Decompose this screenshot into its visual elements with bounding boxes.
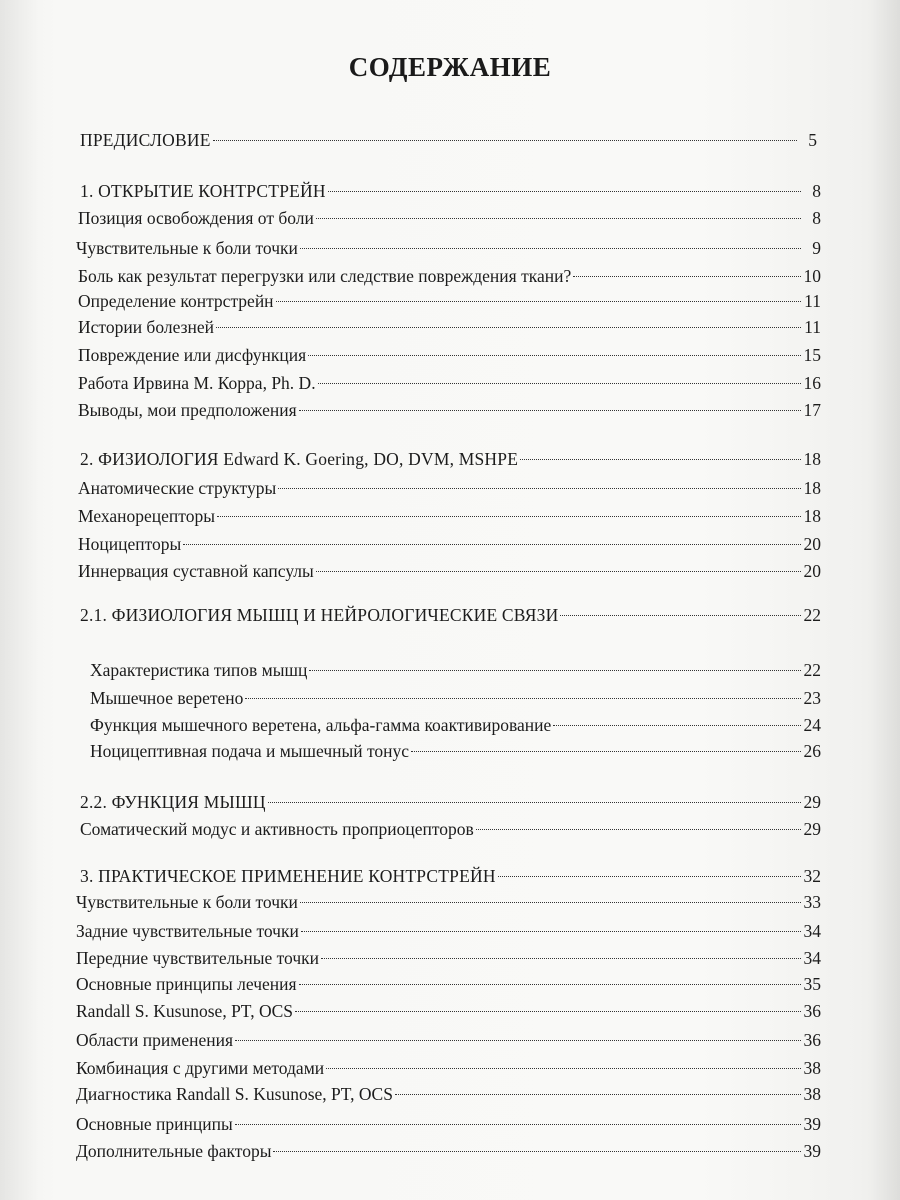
toc-entry-label: Основные принципы лечения	[76, 974, 297, 994]
toc-dot-leader	[183, 543, 801, 545]
toc-entry	[78, 474, 821, 502]
toc-entry-label: Мышечное веретено	[90, 688, 244, 708]
toc-dot-leader	[235, 1039, 801, 1041]
toc-dot-leader	[276, 300, 801, 302]
toc-entry-label: Ноцицептивная подача и мышечный тонус	[90, 741, 410, 761]
toc-page-number: 34	[803, 948, 821, 968]
toc-chapter-3	[80, 862, 821, 890]
toc-entry-label: 2.2. ФУНКЦИЯ МЫШЦ	[80, 792, 266, 812]
toc-entry	[78, 369, 821, 397]
toc-entry-label: Функция мышечного веретена, альфа-гамма коактивирование	[90, 715, 552, 735]
toc-dot-leader	[235, 1123, 801, 1125]
toc-entry-label: Дополнительные факторы	[76, 1141, 272, 1161]
toc-entry-label: Чувствительные к боли точки	[76, 892, 298, 912]
toc-entry	[76, 1054, 821, 1082]
toc-dot-leader	[273, 1150, 801, 1152]
toc-page-number: 23	[803, 688, 821, 708]
toc-page-number: 22	[803, 660, 821, 680]
toc-dot-leader	[216, 326, 801, 328]
toc-page-number: 36	[803, 1030, 821, 1050]
toc-dot-leader	[309, 669, 801, 671]
toc-entry-label: Повреждение или дисфункция	[78, 345, 307, 365]
toc-dot-leader	[217, 515, 801, 517]
toc-dot-leader	[301, 930, 801, 932]
toc-page-number: 11	[804, 291, 821, 311]
toc-entry	[78, 262, 821, 290]
toc-entry	[76, 234, 821, 262]
toc-page-number: 29	[803, 819, 821, 839]
toc-dot-leader	[553, 724, 801, 726]
toc-entry	[76, 888, 821, 916]
toc-page-number: 39	[803, 1141, 821, 1161]
toc-page-number: 26	[803, 741, 821, 761]
toc-page-number: 20	[803, 534, 821, 554]
toc-page-number: 17	[803, 400, 821, 420]
toc-entry	[76, 917, 821, 945]
toc-dot-leader	[300, 901, 801, 903]
toc-entry-label: Основные принципы	[76, 1114, 233, 1134]
toc-dot-leader	[308, 354, 801, 356]
toc-page-number: 33	[803, 892, 821, 912]
toc-dot-leader	[573, 275, 801, 277]
toc-entry-label: 2. ФИЗИОЛОГИЯ Edward K. Goering, DO, DVM, MSHPE	[80, 449, 519, 469]
toc-dot-leader	[300, 247, 801, 249]
toc-entry	[78, 396, 821, 424]
toc-page-number: 38	[803, 1058, 821, 1078]
toc-page-number: 35	[803, 974, 821, 994]
toc-entry-label: Позиция освобождения от боли	[78, 208, 314, 228]
toc-entry-label: Диагностика Randall S. Kusunose, PT, OCS	[76, 1084, 393, 1104]
toc-entry-label: Комбинация с другими методами	[76, 1058, 325, 1078]
toc-page-number: 24	[803, 715, 821, 735]
toc-page-number: 20	[803, 561, 821, 581]
toc-page-number: 18	[803, 506, 821, 526]
toc-page-number: 36	[803, 1001, 821, 1021]
toc-chapter-2	[80, 445, 821, 473]
toc-page-number: 18	[803, 449, 821, 469]
toc-entry-label: Работа Ирвина М. Корра, Ph. D.	[78, 373, 316, 393]
toc-entry-label: Иннервация суставной капсулы	[78, 561, 314, 581]
toc-dot-leader	[411, 750, 801, 752]
toc-page-number: 22	[803, 605, 821, 625]
toc-entry-label: Анатомические структуры	[78, 478, 277, 498]
toc-page-number: 29	[803, 792, 821, 812]
toc-entry	[78, 341, 821, 369]
toc-entry-label: Области применения	[76, 1030, 233, 1050]
toc-dot-leader	[268, 801, 801, 803]
toc-dot-leader	[299, 983, 801, 985]
toc-entry-label: Истории болезней	[78, 317, 214, 337]
toc-entry-label: Боль как результат перегрузки или следствие повреждения ткани?	[78, 266, 572, 286]
toc-page-number: 8	[812, 208, 821, 228]
toc-entry	[76, 1080, 821, 1108]
toc-dot-leader	[278, 487, 801, 489]
toc-entry-label: 2.1. ФИЗИОЛОГИЯ МЫШЦ И НЕЙРОЛОГИЧЕСКИЕ СВЯЗИ	[80, 605, 559, 625]
toc-page-number: 15	[803, 345, 821, 365]
toc-entry-label: Соматический модус и активность проприоцепторов	[80, 819, 474, 839]
toc-chapter-2-1	[80, 601, 821, 629]
toc-dot-leader	[245, 697, 801, 699]
toc-entry	[76, 970, 821, 998]
toc-page-number: 16	[803, 373, 821, 393]
toc-entry-label: Передние чувствительные точки	[76, 948, 320, 968]
toc-entry-label: Задние чувствительные точки	[76, 921, 299, 941]
toc-entry	[78, 502, 821, 530]
toc-entry	[90, 711, 821, 739]
toc-entry-label: Определение контрстрейн	[78, 291, 274, 311]
toc-entry-label: Ноцицепторы	[78, 534, 182, 554]
toc-page-number: 39	[803, 1114, 821, 1134]
toc-entry	[78, 287, 821, 315]
page-title: СОДЕРЖАНИЕ	[348, 52, 552, 82]
toc-dot-leader	[318, 382, 801, 384]
toc-page-number: 8	[812, 181, 821, 201]
toc-page-number: 9	[812, 238, 821, 258]
toc-entry	[76, 944, 821, 972]
toc-page-number: 11	[804, 317, 821, 337]
toc-page-number: 34	[803, 921, 821, 941]
toc-entry-label: Randall S. Kusunose, PT, OCS	[76, 1001, 293, 1021]
toc-dot-leader	[316, 217, 801, 219]
toc-dot-leader	[476, 828, 801, 830]
toc-chapter-1	[80, 177, 821, 205]
toc-entry	[76, 997, 821, 1025]
toc-entry	[90, 684, 821, 712]
toc-page-number: 10	[803, 266, 821, 286]
toc-entry	[80, 815, 821, 843]
toc-dot-leader	[520, 458, 801, 460]
toc-dot-leader	[213, 139, 797, 141]
toc-entry	[76, 1026, 821, 1054]
toc-entry-label: ПРЕДИСЛОВИЕ	[80, 130, 211, 150]
toc-dot-leader	[326, 1067, 801, 1069]
toc-page-number: 38	[803, 1084, 821, 1104]
toc-page-number: 5	[808, 130, 817, 150]
toc-entry-label: Чувствительные к боли точки	[76, 238, 298, 258]
toc-entry-label: 3. ПРАКТИЧЕСКОЕ ПРИМЕНЕНИЕ КОНТРСТРЕЙН	[80, 866, 496, 886]
toc-chapter-2-2	[80, 788, 821, 816]
toc-dot-leader	[321, 957, 801, 959]
toc-entry-label: 1. ОТКРЫТИЕ КОНТРСТРЕЙН	[80, 181, 326, 201]
toc-dot-leader	[395, 1093, 801, 1095]
toc-entry-label: Выводы, мои предположения	[78, 400, 297, 420]
toc-entry	[76, 1137, 821, 1165]
toc-page-number: 18	[803, 478, 821, 498]
toc-dot-leader	[295, 1010, 801, 1012]
toc-entry-label: Характеристика типов мышц	[90, 660, 308, 680]
toc-entry	[76, 1110, 821, 1138]
toc-entry	[90, 656, 821, 684]
toc-entry-preface	[80, 126, 817, 154]
toc-entry	[78, 313, 821, 341]
toc-dot-leader	[316, 570, 801, 572]
toc-dot-leader	[299, 409, 801, 411]
toc-dot-leader	[560, 614, 801, 616]
toc-entry-label: Механорецепторы	[78, 506, 215, 526]
toc-page-number: 32	[803, 866, 821, 886]
toc-entry	[78, 557, 821, 585]
toc-entry	[78, 530, 821, 558]
toc-entry	[90, 737, 821, 765]
toc-dot-leader	[328, 190, 801, 192]
toc-entry	[78, 204, 821, 232]
toc-dot-leader	[498, 875, 801, 877]
